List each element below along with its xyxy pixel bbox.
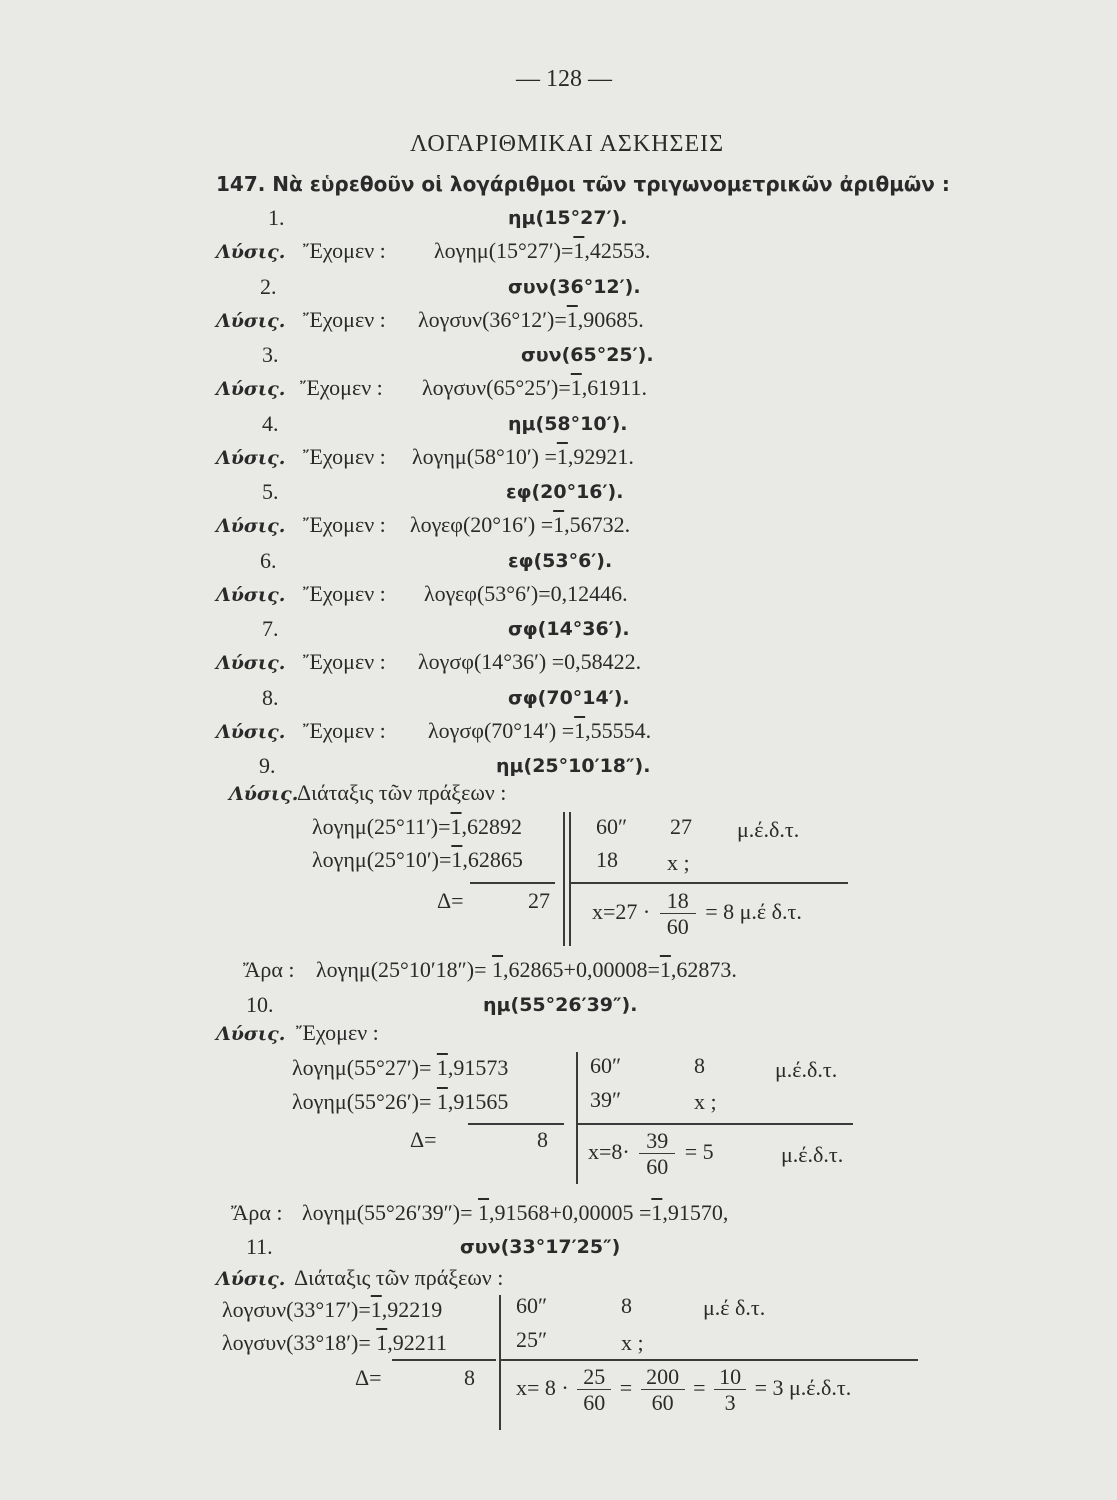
proportion-cell: 8 [621, 1293, 632, 1318]
proportion-cell: 27 [670, 814, 692, 839]
solution-value: λογσυν(36°12′)=1,90685. [418, 306, 644, 332]
proportion-unit: μ.έ.δ.τ. [781, 1142, 844, 1167]
solution-value: λογεφ(20°16′) =1,56732. [410, 512, 631, 537]
delta-value: 27 [528, 888, 550, 913]
page-title: ΛΟΓΑΡΙΘΜΙΚΑΙ ΑΣΚΗΣΕΙΣ [410, 131, 725, 157]
divider [563, 812, 565, 946]
solution-label: Λύσις. [216, 1268, 286, 1290]
arrangement-intro: Διάταξις τῶν πράξεων : [294, 1265, 504, 1290]
delta-label: Δ= [410, 1127, 437, 1152]
divider [392, 1359, 496, 1361]
divider [570, 882, 848, 884]
proportion-cell: μ.έ.δ.τ. [737, 817, 800, 842]
exercise-number: 4. [262, 410, 279, 436]
log-row-2: λογσυν(33°18′)= 1,92211 [222, 1330, 447, 1355]
exercise-expression: ημ(25°10′18″). [496, 755, 651, 777]
exercise-expression: συν(36°12′). [508, 275, 641, 298]
log-row-1: λογημ(55°27′)= 1,91573 [292, 1055, 509, 1080]
divider [577, 1123, 853, 1125]
solution-value: λογημ(15°27′)=1,42553. [434, 238, 651, 263]
delta-label: Δ= [437, 888, 464, 913]
solution-label: Λύσις. [216, 583, 286, 606]
proportion-cell: 60″ [516, 1293, 548, 1318]
exercise-number: 5. [262, 479, 279, 504]
proportion-cell: 18 [596, 847, 618, 872]
exercise-expression: συν(65°25′). [521, 344, 654, 366]
solution-value: λογσφ(14°36′) =0,58422. [418, 649, 642, 674]
proportion-cell: x ; [667, 850, 690, 875]
solution-value: λογεφ(53°6′)=0,12446. [424, 580, 628, 606]
divider [499, 1295, 501, 1430]
have-label: Ἔχομεν : [303, 580, 386, 606]
proportion-cell: 8 [694, 1053, 705, 1078]
divider [470, 882, 555, 884]
result-label: Ἄρα : [231, 1200, 283, 1225]
result-label: Ἄρα : [243, 957, 295, 982]
delta-value: 8 [537, 1127, 548, 1152]
solution-label: Λύσις. [229, 783, 299, 805]
proportion-calculation: x=27 · $\frac{18}{60}$ = 8 μ.έ δ.τ. [592, 888, 802, 940]
solution-label: Λύσις. [216, 241, 286, 263]
log-row-1: λογημ(25°11′)=1,62892 [312, 814, 523, 839]
exercise-expression: εφ(20°16′). [506, 481, 624, 503]
result-line: λογημ(55°26′39″)= 1,91568+0,00005 =1,91570, [302, 1200, 729, 1225]
solution-label: Λύσις. [216, 378, 286, 400]
have-label: Ἔχομεν : [303, 306, 386, 332]
have-label: Ἔχομεν : [303, 649, 386, 674]
delta-value: 8 [464, 1365, 475, 1390]
delta-label: Δ= [355, 1365, 382, 1390]
exercise-number: 2. [260, 273, 277, 299]
divider [468, 1123, 564, 1125]
solution-label: Λύσις. [216, 720, 286, 743]
arrangement-intro: Διάταξις τῶν πράξεων : [297, 780, 507, 805]
exercise-number: 9. [259, 753, 276, 778]
exercise-number: 11. [246, 1234, 273, 1259]
solution-value: λογημ(58°10′) =1,92921. [412, 443, 634, 469]
have-label: Ἔχομεν : [300, 375, 383, 400]
exercise-expression: ημ(58°10′). [508, 412, 628, 435]
exercise-expression: συν(33°17′25″) [460, 1236, 621, 1258]
solution-label: Λύσις. [216, 1023, 286, 1045]
solution-value: λογσφ(70°14′) =1,55554. [428, 717, 652, 743]
exercise-number: 7. [262, 616, 279, 641]
proportion-cell: x ; [694, 1089, 717, 1114]
proportion-cell: 60″ [590, 1053, 622, 1078]
divider [569, 812, 571, 946]
exercise-number: 8. [262, 684, 279, 710]
proportion-cell: 25″ [516, 1327, 548, 1352]
problem-heading: 147. Νὰ εὑρεθοῦν οἱ λογάριθμοι τῶν τριγωνομετρικῶν ἀριθμῶν : [216, 172, 950, 196]
divider [576, 1052, 578, 1184]
exercise-expression: ημ(15°27′). [508, 207, 628, 229]
divider [500, 1359, 918, 1361]
exercise-number: 3. [262, 342, 279, 367]
proportion-cell: x ; [621, 1330, 644, 1355]
exercise-number: 1. [268, 205, 285, 230]
have-label: Ἔχομεν : [303, 717, 386, 743]
have-label: Ἔχομεν : [303, 512, 386, 537]
log-row-1: λογσυν(33°17′)=1,92219 [222, 1297, 443, 1322]
proportion-cell: μ.έ δ.τ. [703, 1295, 766, 1320]
proportion-calculation: x=8· $\frac{39}{60}$ = 5 [588, 1128, 714, 1180]
exercise-expression: εφ(53°6′). [508, 549, 613, 572]
proportion-cell: 60″ [596, 814, 628, 839]
exercise-expression: σφ(14°36′). [508, 618, 630, 640]
exercise-number: 6. [260, 547, 277, 573]
proportion-calculation: x= 8 · $\frac{25}{60}$ = $\frac{200}{60}$ = $\frac{10}{3}$ = 3 μ.έ.δ.τ. [516, 1364, 852, 1416]
exercise-expression: ημ(55°26′39″). [483, 994, 638, 1016]
page-number: — 128 — [516, 66, 612, 92]
proportion-cell: μ.έ.δ.τ. [775, 1057, 838, 1082]
solution-value: λογσυν(65°25′)=1,61911. [422, 375, 647, 400]
result-line: λογημ(25°10′18″)= 1,62865+0,00008=1,62873. [316, 957, 737, 982]
exercise-expression: σφ(70°14′). [508, 686, 630, 709]
exercise-number: 10. [246, 992, 274, 1017]
proportion-cell: 39″ [590, 1087, 622, 1112]
log-row-2: λογημ(25°10′)=1,62865 [312, 847, 523, 872]
solution-label: Λύσις. [216, 515, 286, 537]
have-label: Ἔχομεν : [303, 238, 386, 263]
solution-label: Λύσις. [216, 309, 286, 332]
have-label: Ἔχομεν : [296, 1020, 379, 1045]
log-row-2: λογημ(55°26′)= 1,91565 [292, 1089, 509, 1114]
solution-label: Λύσις. [216, 446, 286, 469]
have-label: Ἔχομεν : [303, 443, 386, 469]
solution-label: Λύσις. [216, 652, 286, 674]
